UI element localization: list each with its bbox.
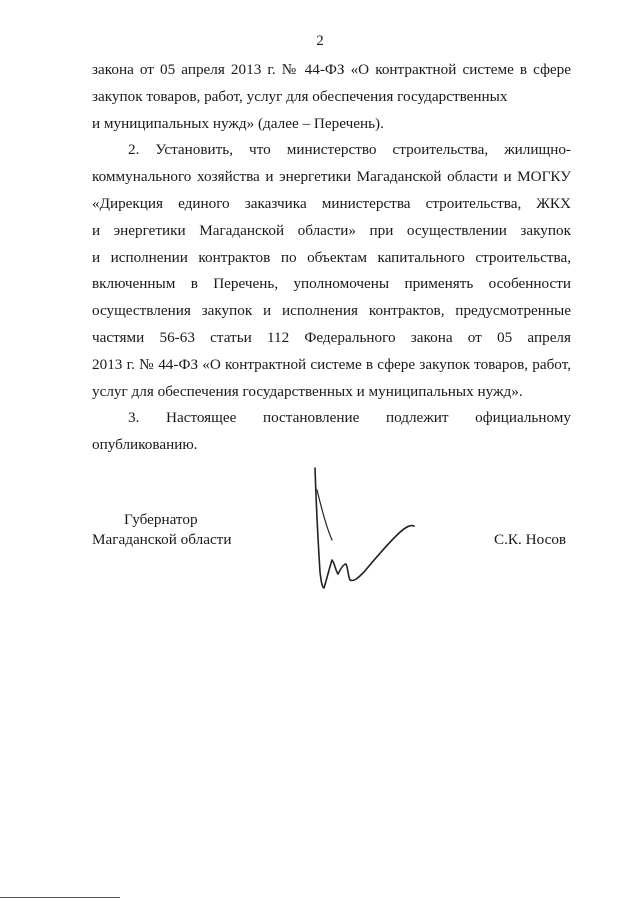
- body-line: включенным в Перечень, уполномочены применять особенности: [92, 275, 571, 293]
- signature-block: [0, 510, 640, 620]
- body-line: закона от 05 апреля 2013 г. № 44-ФЗ «О контрактной системе в сфере: [92, 61, 571, 78]
- body-line: и энергетики Магаданской области» при осуществлении закупок: [92, 221, 571, 239]
- body-line: услуг для обеспечения государственных и муниципальных нужд».: [92, 382, 523, 400]
- signatory-position: [92, 510, 252, 550]
- signatory-title-line2: Магаданской области: [92, 531, 232, 548]
- document-body: [92, 57, 571, 459]
- body-line: «Дирекция единого заказчика министерства строительства, ЖКХ: [92, 194, 571, 212]
- body-line: 2. Установить, что министерство строительства, жилищно-: [128, 141, 571, 159]
- body-line: 3. Настоящее постановление подлежит официальному: [128, 409, 571, 427]
- footer-rule: [0, 897, 120, 898]
- body-line: опубликованию.: [92, 436, 198, 454]
- body-line: 2013 г. № 44-ФЗ «О контрактной системе в сфере закупок товаров, работ,: [92, 355, 571, 373]
- body-line: коммунального хозяйства и энергетики Магаданской области и МОГКУ: [92, 168, 571, 186]
- body-line: закупок товаров, работ, услуг для обеспечения государственных: [92, 87, 508, 105]
- page-number: 2: [316, 33, 324, 49]
- signatory-title-line1: Губернатор: [124, 511, 198, 528]
- body-line: и исполнении контрактов по объектам капитального строительства,: [92, 248, 571, 266]
- body-line: и муниципальных нужд» (далее – Перечень).: [92, 114, 384, 132]
- signatory-name: С.К. Носов: [494, 531, 567, 548]
- body-line: частями 56-63 статьи 112 Федерального закона от 05 апреля: [92, 328, 571, 346]
- body-line: осуществления закупок и исполнения контрактов, предусмотренные: [92, 302, 571, 320]
